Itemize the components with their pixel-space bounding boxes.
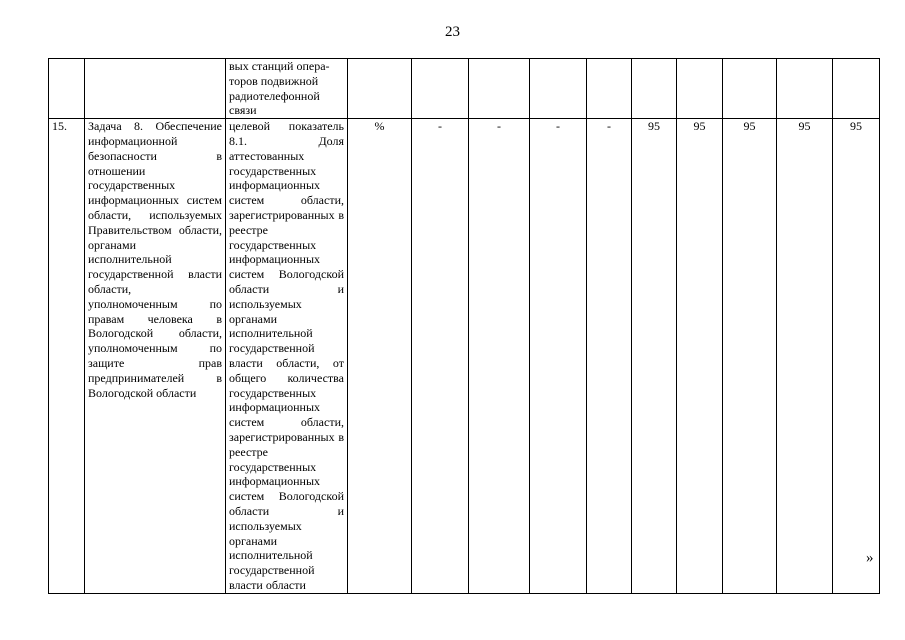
cell-empty	[530, 59, 587, 119]
cell-empty	[587, 59, 632, 119]
value-cell: 95	[677, 119, 723, 594]
cell-empty	[412, 59, 469, 119]
cell-empty	[777, 59, 833, 119]
value-cell: -	[587, 119, 632, 594]
value-cell: -	[469, 119, 530, 594]
value-cell: 95	[632, 119, 677, 594]
table-row-continuation	[49, 59, 880, 119]
task-cell: Задача 8. Обеспечение информационной безопасности в отношении государственных информационных систем области, используемых Правительством области, органами исполнительной государственной власти области, уполномоченным по правам человека в Вологодской области, уполномоченным по защите прав предпринимателей в Вологодской области	[85, 119, 226, 594]
cell-empty	[632, 59, 677, 119]
value-cell: -	[412, 119, 469, 594]
value-cell: 95	[723, 119, 777, 594]
cell-empty	[723, 59, 777, 119]
indicator-continuation-cell: вых станций опера- торов подвижной радиотелефонной связи	[226, 59, 348, 119]
cell-empty	[49, 59, 85, 119]
cell-empty	[348, 59, 412, 119]
value-cell: -	[530, 119, 587, 594]
value-cell: 95	[777, 119, 833, 594]
cell-empty	[85, 59, 226, 119]
cell-empty	[469, 59, 530, 119]
continuation-mark: »	[866, 550, 874, 566]
unit-cell: %	[348, 119, 412, 594]
cell-empty	[677, 59, 723, 119]
value-cell: 95	[833, 119, 880, 594]
indicators-table	[48, 58, 880, 594]
indicator-cell: целевой показатель 8.1. Доля аттестованных государственных информационных систем области, зарегистрированных в реестре государственных информационных систем Вологодской области и используемых органами исполнительной государственной власти области, от общего количества государственных информационных систем области, зарегистрированных в реестре государственных информационных систем Вологодской области и используемых органами исполнительной государственной власти области	[226, 119, 348, 594]
table-row	[49, 119, 880, 594]
page-number: 23	[445, 24, 460, 40]
cell-empty	[833, 59, 880, 119]
row-number-cell: 15.	[49, 119, 85, 594]
